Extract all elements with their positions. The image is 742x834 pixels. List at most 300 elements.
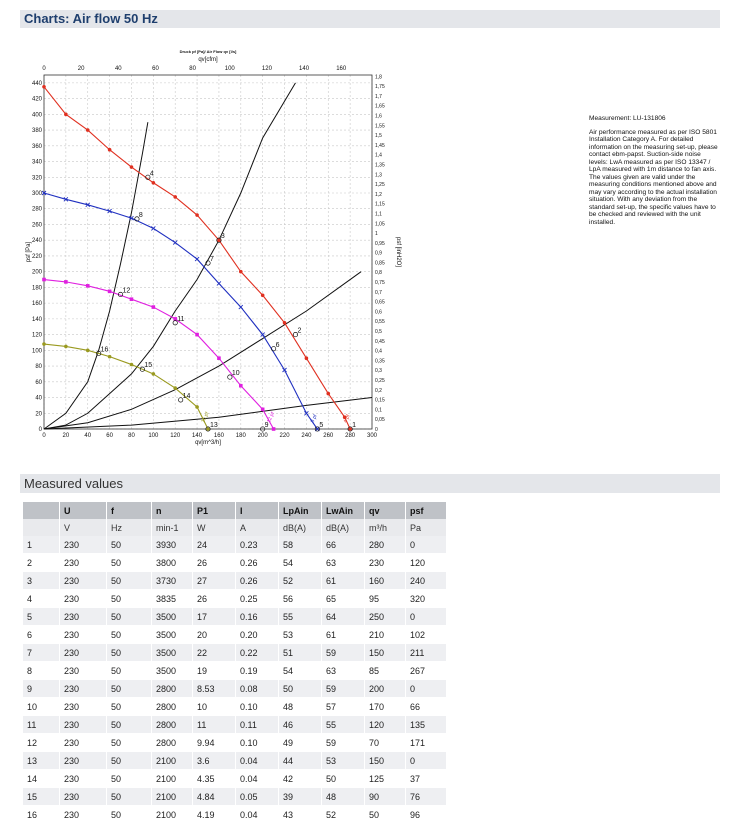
- x-tick-label: 60: [106, 433, 113, 439]
- table-cell: 0.04: [236, 806, 278, 824]
- table-cell: 55: [322, 716, 364, 734]
- table-cell: 53: [322, 752, 364, 770]
- y-tick-label: 320: [31, 175, 42, 182]
- measurement-id: Measurement: LU-131806: [589, 115, 666, 122]
- right-tick-label: 0: [375, 427, 378, 433]
- table-row: [23, 770, 446, 788]
- right-tick-label: 1,3: [375, 172, 382, 179]
- operating-point-label: 5: [319, 422, 324, 429]
- data-point: [195, 405, 199, 409]
- table-cell: 11: [23, 716, 59, 734]
- table-cell: 0.25: [236, 590, 278, 608]
- table-cell: 0.04: [236, 752, 278, 770]
- table-cell: 52: [322, 806, 364, 824]
- data-point: [152, 372, 156, 376]
- table-row: [23, 608, 446, 626]
- data-point: [173, 386, 177, 390]
- table-row: [23, 572, 446, 590]
- table-cell: 58: [279, 536, 321, 554]
- x-tick-label: 260: [323, 433, 334, 439]
- table-cell: 50: [107, 734, 151, 752]
- operating-point-label: 6: [275, 341, 280, 349]
- table-cell: 230: [60, 626, 106, 644]
- table-cell: 61: [322, 626, 364, 644]
- table-cell: 66: [406, 698, 446, 716]
- table-row: [23, 554, 446, 572]
- right-tick-label: 1,4: [375, 152, 382, 159]
- table-cell: 230: [60, 698, 106, 716]
- right-tick-label: 1: [375, 231, 378, 238]
- table-cell: 0: [406, 608, 446, 626]
- table-cell: 37: [406, 770, 446, 788]
- table-cell: 50: [279, 680, 321, 698]
- header-i: I: [236, 502, 278, 519]
- table-row: [23, 716, 446, 734]
- x-tick-label: 280: [345, 433, 356, 439]
- right-tick-label: 0,9: [375, 250, 382, 257]
- table-cell: 135: [406, 716, 446, 734]
- table-cell: 50: [107, 626, 151, 644]
- table-row: [23, 734, 446, 752]
- data-point: [42, 278, 46, 282]
- table-cell: 230: [60, 644, 106, 662]
- x-tick-label: 80: [128, 433, 135, 439]
- data-point: [130, 165, 134, 169]
- measured-values-table: [22, 502, 447, 824]
- table-cell: 43: [279, 806, 321, 824]
- data-point: [64, 345, 68, 349]
- table-row: [23, 644, 446, 662]
- table-cell: 4.84: [193, 788, 235, 806]
- table-units-row: [23, 519, 446, 536]
- x-tick-label: 200: [257, 433, 268, 439]
- table-cell: 210: [365, 626, 405, 644]
- unit-lwa: dB(A): [322, 519, 364, 536]
- table-cell: 50: [107, 590, 151, 608]
- right-tick-label: 0,65: [375, 299, 385, 306]
- table-cell: 250: [365, 608, 405, 626]
- data-point: [108, 355, 112, 359]
- table-title: Measured values: [24, 476, 123, 491]
- y-tick-label: 280: [31, 206, 42, 213]
- data-point: [86, 284, 90, 288]
- table-cell: 48: [279, 698, 321, 716]
- x-tick-label: 0: [42, 433, 46, 439]
- table-cell: 240: [406, 572, 446, 590]
- table-cell: 170: [365, 698, 405, 716]
- table-row: [23, 806, 446, 824]
- table-cell: 160: [365, 572, 405, 590]
- series-end-label: 12 pf: [265, 411, 277, 424]
- right-tick-label: 0,6: [375, 309, 382, 316]
- right-tick-label: 1,6: [375, 113, 382, 120]
- table-cell: 13: [23, 752, 59, 770]
- table-cell: 4.35: [193, 770, 235, 788]
- table-row: [23, 590, 446, 608]
- table-cell: 24: [193, 536, 235, 554]
- unit-lpa: dB(A): [279, 519, 321, 536]
- top-tick-label: 120: [261, 66, 272, 72]
- unit-psf: Pa: [406, 519, 446, 536]
- table-cell: 22: [193, 644, 235, 662]
- data-point: [239, 270, 243, 274]
- measurement-description: Air performance measured as per ISO 5801 Installation Category A. For detailed information on the measuring set-up, please contact ebm-papst. Suction-side noise levels: LwA measured as per ISO 13347 / LpA measured with 1m distance to fan axis. The values given are valid under the measuring conditions mentioned above and may vary according to the actual installation situation. With any deviation from the standard set-up, the specific values have to be checked and reviewed with the unit installed.: [589, 128, 718, 226]
- operating-point-label: 3: [220, 233, 225, 241]
- right-tick-label: 1,25: [375, 182, 385, 189]
- table-cell: 44: [279, 752, 321, 770]
- table-cell: 3500: [152, 608, 192, 626]
- table-cell: 3.6: [193, 752, 235, 770]
- right-tick-label: 0,95: [375, 240, 385, 247]
- table-cell: 3800: [152, 554, 192, 572]
- top-tick-label: 160: [336, 66, 347, 72]
- section-title: Charts: Air flow 50 Hz: [24, 11, 158, 26]
- table-cell: 0.23: [236, 536, 278, 554]
- table-cell: 63: [322, 662, 364, 680]
- table-cell: 53: [279, 626, 321, 644]
- data-point: [86, 349, 90, 353]
- table-cell: 57: [322, 698, 364, 716]
- unit-u: V: [60, 519, 106, 536]
- table-cell: 12: [23, 734, 59, 752]
- table-cell: 4.19: [193, 806, 235, 824]
- data-point: [64, 113, 68, 117]
- y-tick-label: 180: [31, 285, 42, 292]
- table-cell: 61: [322, 572, 364, 590]
- table-cell: 50: [107, 608, 151, 626]
- table-cell: 26: [193, 554, 235, 572]
- table-cell: 7: [23, 644, 59, 662]
- unit-f: Hz: [107, 519, 151, 536]
- right-tick-label: 0,75: [375, 280, 385, 287]
- operating-point-label: 12: [122, 287, 131, 295]
- operating-point-label: 10: [231, 370, 240, 378]
- data-point: [195, 213, 199, 217]
- data-point: [152, 305, 156, 309]
- table-cell: 50: [107, 806, 151, 824]
- table-cell: 9: [23, 680, 59, 698]
- table-cell: 211: [406, 644, 446, 662]
- x-tick-label: 120: [170, 433, 181, 439]
- table-cell: 0: [406, 752, 446, 770]
- right-tick-label: 0,7: [375, 289, 382, 296]
- table-cell: 50: [107, 680, 151, 698]
- table-cell: 50: [322, 770, 364, 788]
- table-cell: 0.20: [236, 626, 278, 644]
- right-tick-label: 1,75: [375, 84, 385, 91]
- header-qv: qv: [365, 502, 405, 519]
- right-tick-label: 1,35: [375, 162, 385, 169]
- y-tick-label: 120: [31, 332, 42, 339]
- table-cell: 50: [107, 536, 151, 554]
- table-row: [23, 680, 446, 698]
- table-cell: 230: [365, 554, 405, 572]
- table-cell: 230: [60, 536, 106, 554]
- table-cell: 230: [60, 770, 106, 788]
- table-cell: 230: [60, 680, 106, 698]
- right-tick-label: 1,7: [375, 93, 382, 100]
- x-tick-label: 100: [148, 433, 159, 439]
- table-row: [23, 626, 446, 644]
- x-tick-label: 40: [84, 433, 92, 439]
- table-cell: 280: [365, 536, 405, 554]
- table-cell: 4: [23, 590, 59, 608]
- table-cell: 42: [279, 770, 321, 788]
- table-cell: 3835: [152, 590, 192, 608]
- top-tick-label: 0: [42, 66, 46, 72]
- table-cell: 50: [107, 752, 151, 770]
- right-tick-label: 1,55: [375, 123, 385, 130]
- y-tick-label: 100: [31, 348, 42, 355]
- header-lpa: LpAin: [279, 502, 321, 519]
- x-tick-label: 20: [62, 433, 70, 439]
- table-cell: 52: [279, 572, 321, 590]
- table-row: [23, 662, 446, 680]
- table-cell: 267: [406, 662, 446, 680]
- operating-point-label: 9: [264, 422, 269, 429]
- table-cell: 230: [60, 806, 106, 824]
- data-point: [261, 408, 265, 412]
- table-cell: 59: [322, 644, 364, 662]
- data-point: [283, 321, 287, 325]
- table-cell: 5: [23, 608, 59, 626]
- y-tick-label: 360: [31, 143, 42, 150]
- right-tick-label: 0,35: [375, 358, 385, 365]
- right-tick-label: 1,2: [375, 191, 382, 198]
- table-cell: 63: [322, 554, 364, 572]
- table-cell: 56: [279, 590, 321, 608]
- table-cell: 55: [279, 608, 321, 626]
- x-tick-label: 160: [213, 433, 224, 439]
- table-cell: 125: [365, 770, 405, 788]
- table-cell: 0.10: [236, 734, 278, 752]
- table-cell: 171: [406, 734, 446, 752]
- series-line: [44, 280, 277, 429]
- unit-index: [23, 519, 59, 536]
- table-cell: 50: [107, 554, 151, 572]
- top-tick-label: 100: [224, 66, 235, 72]
- right-tick-label: 0,55: [375, 319, 385, 326]
- x-axis-label: qv[m^3/h]: [195, 440, 221, 446]
- top-tick-label: 40: [114, 66, 122, 72]
- data-point: [152, 181, 156, 185]
- table-cell: 50: [107, 644, 151, 662]
- data-point: [217, 356, 221, 360]
- right-tick-label: 0,5: [375, 329, 382, 336]
- y-axis-label: psf [Pa]: [26, 241, 32, 263]
- table-cell: 50: [107, 698, 151, 716]
- right-tick-label: 0,25: [375, 378, 385, 385]
- table-cell: 102: [406, 626, 446, 644]
- data-point: [108, 148, 112, 152]
- table-cell: 2100: [152, 752, 192, 770]
- table-cell: 2: [23, 554, 59, 572]
- header-f: f: [107, 502, 151, 519]
- data-point: [64, 280, 68, 284]
- table-cell: 20: [193, 626, 235, 644]
- x-tick-label: 240: [301, 433, 312, 439]
- series-line: [44, 344, 211, 429]
- right-tick-label: 1,05: [375, 221, 385, 228]
- x-tick-label: 140: [192, 433, 203, 439]
- table-cell: 50: [107, 788, 151, 806]
- data-point: [326, 392, 330, 396]
- y-tick-label: 400: [31, 112, 42, 119]
- operating-point-label: 13: [210, 422, 218, 429]
- right-tick-label: 1,65: [375, 103, 385, 110]
- series-end-label: 8 pf: [309, 413, 319, 424]
- table-cell: 2100: [152, 770, 192, 788]
- data-point: [195, 333, 199, 337]
- operating-point-label: 14: [182, 392, 191, 400]
- y-tick-label: 340: [31, 159, 42, 166]
- data-point: [130, 363, 134, 367]
- right-tick-label: 0,05: [375, 417, 385, 424]
- operating-point-label: 7: [210, 256, 214, 264]
- table-cell: 54: [279, 554, 321, 572]
- y-tick-label: 0: [38, 427, 42, 433]
- right-tick-label: 1,8: [375, 74, 382, 81]
- y-tick-label: 60: [35, 379, 42, 386]
- table-cell: 50: [107, 770, 151, 788]
- y-tick-label: 440: [31, 80, 42, 87]
- table-cell: 0.16: [236, 608, 278, 626]
- table-cell: 120: [406, 554, 446, 572]
- table-cell: 2100: [152, 788, 192, 806]
- charts-section-header: [20, 10, 720, 28]
- data-point: [239, 384, 243, 388]
- table-cell: 0.10: [236, 698, 278, 716]
- table-cell: 0.11: [236, 716, 278, 734]
- table-cell: 70: [365, 734, 405, 752]
- table-body: [23, 536, 446, 824]
- table-header-row: [23, 502, 446, 519]
- table-cell: 320: [406, 590, 446, 608]
- table-cell: 59: [322, 680, 364, 698]
- table-cell: 3730: [152, 572, 192, 590]
- table-cell: 230: [60, 716, 106, 734]
- right-tick-label: 0,45: [375, 338, 385, 345]
- table-cell: 90: [365, 788, 405, 806]
- chart-title: Druck pf [Pa]/ Air Flow qv [l/s]: [179, 49, 237, 54]
- data-point: [42, 342, 46, 346]
- table-cell: 50: [107, 572, 151, 590]
- y-tick-label: 160: [31, 301, 42, 308]
- operating-point-label: 11: [177, 315, 185, 323]
- table-cell: 50: [107, 716, 151, 734]
- y-tick-label: 260: [31, 222, 42, 229]
- series-line: [44, 193, 317, 429]
- unit-qv: m³/h: [365, 519, 405, 536]
- table-cell: 0: [406, 680, 446, 698]
- unit-n: min-1: [152, 519, 192, 536]
- table-cell: 10: [193, 698, 235, 716]
- table-cell: 66: [322, 536, 364, 554]
- table-cell: 48: [322, 788, 364, 806]
- right-tick-label: 0,1: [375, 407, 382, 414]
- unit-i: A: [236, 519, 278, 536]
- table-cell: 0.05: [236, 788, 278, 806]
- right-tick-label: 0,15: [375, 397, 385, 404]
- table-cell: 2800: [152, 716, 192, 734]
- y-tick-label: 140: [31, 316, 42, 323]
- table-cell: 85: [365, 662, 405, 680]
- table-cell: 39: [279, 788, 321, 806]
- table-cell: 230: [60, 572, 106, 590]
- table-row: [23, 698, 446, 716]
- top-tick-label: 140: [299, 66, 310, 72]
- operating-point-label: 15: [144, 362, 153, 370]
- table-cell: 0: [406, 536, 446, 554]
- operating-point-label: 8: [138, 211, 143, 219]
- table-cell: 2800: [152, 734, 192, 752]
- table-cell: 2100: [152, 806, 192, 824]
- table-cell: 9.94: [193, 734, 235, 752]
- y-tick-label: 220: [31, 253, 42, 260]
- top-tick-label: 80: [189, 66, 196, 72]
- table-cell: 0.26: [236, 554, 278, 572]
- operating-point-label: 16: [100, 346, 109, 354]
- table-cell: 10: [23, 698, 59, 716]
- data-point: [130, 297, 134, 301]
- table-cell: 26: [193, 590, 235, 608]
- plot-frame: [44, 75, 372, 429]
- table-cell: 120: [365, 716, 405, 734]
- table-cell: 54: [279, 662, 321, 680]
- operating-point-label: 1: [352, 422, 357, 429]
- air-flow-chart: [22, 44, 402, 449]
- data-point: [272, 427, 276, 431]
- table-cell: 0.04: [236, 770, 278, 788]
- table-cell: 230: [60, 734, 106, 752]
- x-tick-label: 220: [279, 433, 290, 439]
- table-cell: 16: [23, 806, 59, 824]
- table-cell: 3500: [152, 644, 192, 662]
- table-cell: 3500: [152, 626, 192, 644]
- right-tick-label: 1,45: [375, 142, 385, 149]
- header-n: n: [152, 502, 192, 519]
- table-cell: 150: [365, 644, 405, 662]
- header-psf: psf: [406, 502, 446, 519]
- table-cell: 0.19: [236, 662, 278, 680]
- table-cell: 0.22: [236, 644, 278, 662]
- table-cell: 0.08: [236, 680, 278, 698]
- table-cell: 15: [23, 788, 59, 806]
- header-index: [23, 502, 59, 519]
- right-tick-label: 0,2: [375, 387, 382, 394]
- top-axis-label: qv[cfm]: [198, 57, 218, 63]
- data-point: [305, 356, 309, 360]
- table-row: [23, 536, 446, 554]
- right-tick-label: 0,3: [375, 368, 382, 375]
- right-tick-label: 0,4: [375, 348, 382, 355]
- measured-values-header: [20, 474, 720, 493]
- table-cell: 3: [23, 572, 59, 590]
- table-cell: 6: [23, 626, 59, 644]
- unit-p1: W: [193, 519, 235, 536]
- table-cell: 14: [23, 770, 59, 788]
- table-cell: 230: [60, 590, 106, 608]
- table-cell: 1: [23, 536, 59, 554]
- y-tick-label: 240: [31, 238, 42, 245]
- table-cell: 230: [60, 608, 106, 626]
- top-tick-label: 20: [77, 66, 85, 72]
- data-point: [86, 128, 90, 132]
- table-cell: 0.26: [236, 572, 278, 590]
- y-tick-label: 380: [31, 128, 42, 135]
- data-point: [261, 293, 265, 297]
- table-cell: 51: [279, 644, 321, 662]
